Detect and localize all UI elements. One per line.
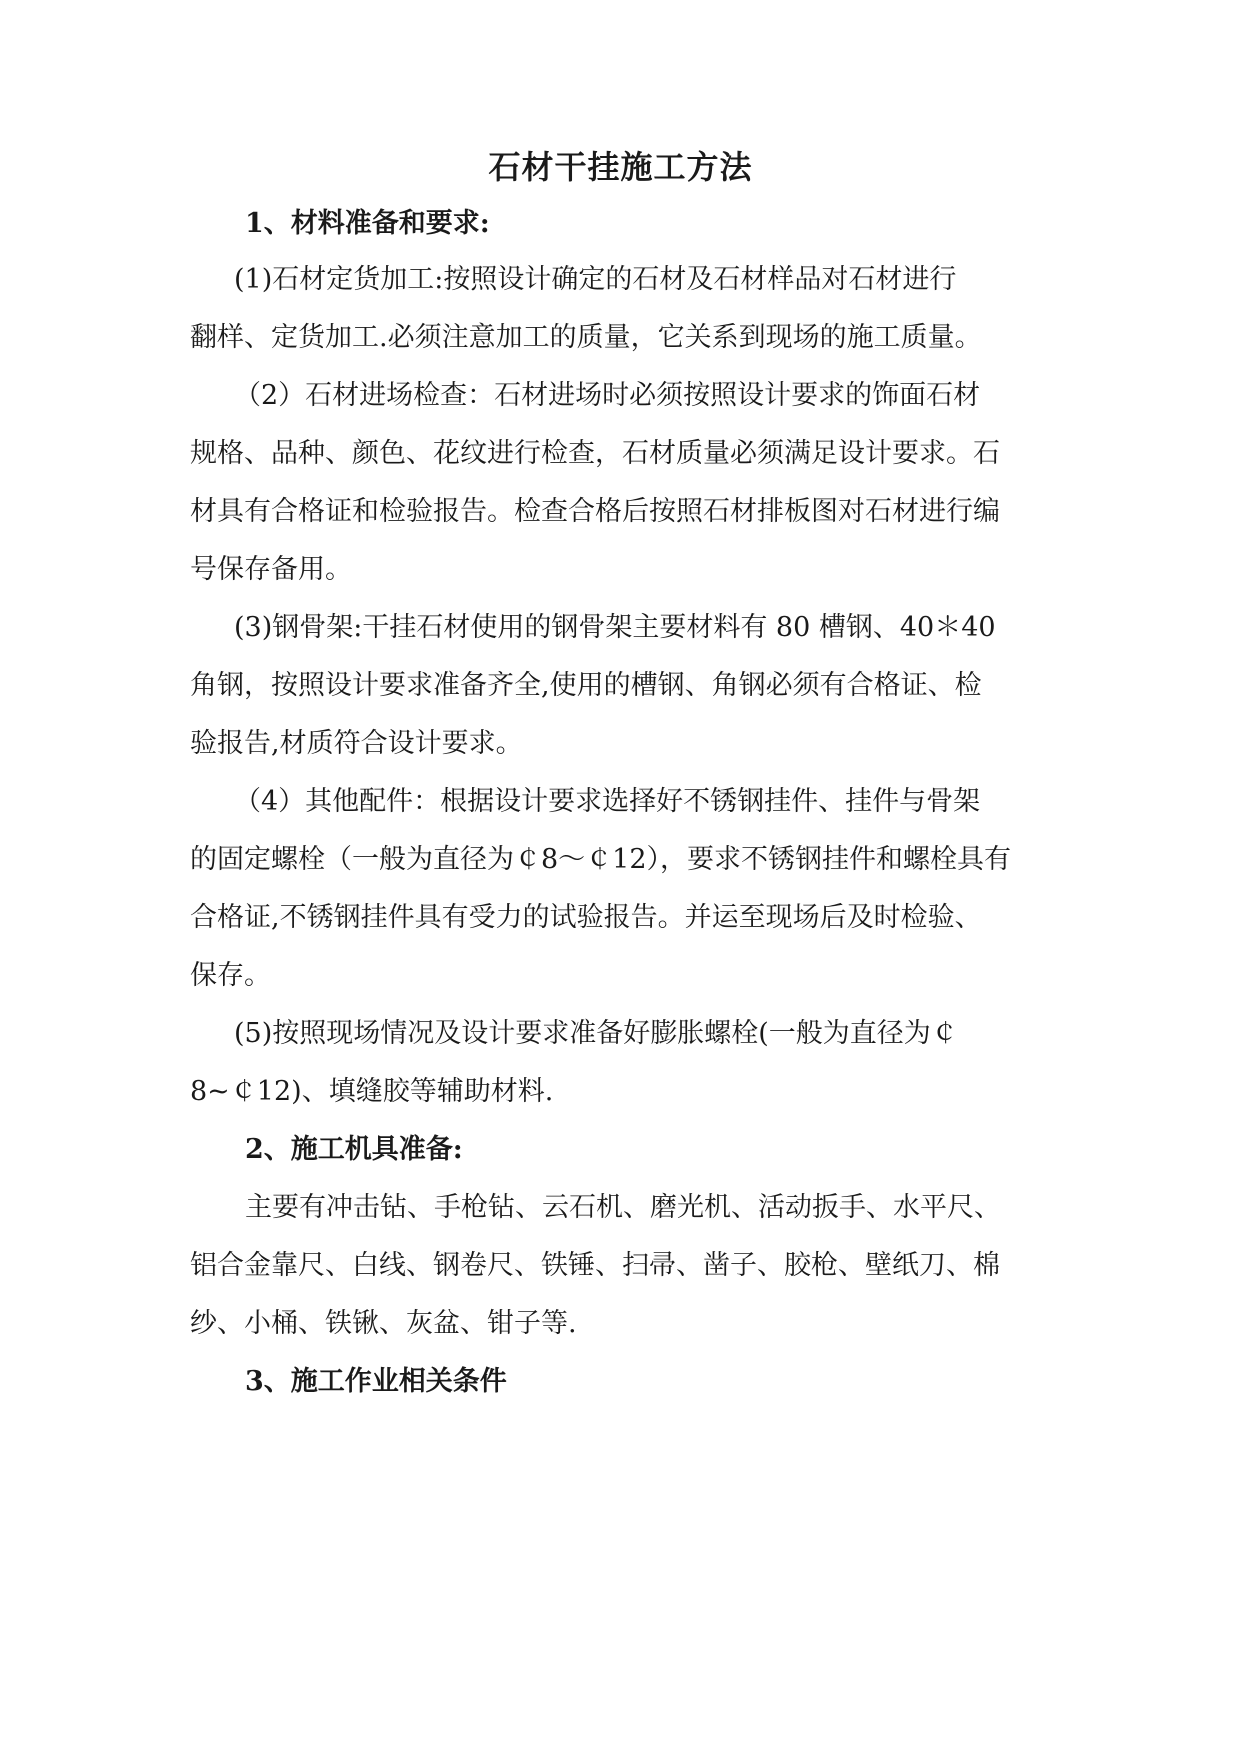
section-1-p5-line-1: (5)按照现场情况及设计要求准备好膨胀螺栓(一般为直径为￠ — [234, 1018, 958, 1049]
section-1-p2-line-2: 规格、品种、颜色、花纹进行检查，石材质量必须满足设计要求。石 — [190, 438, 1000, 469]
section-1-p4-line-2: 的固定螺栓（一般为直径为￠8～￠12），要求不锈钢挂件和螺栓具有 — [190, 844, 1012, 875]
section-1-p1-line-1: (1)石材定货加工:按照设计确定的石材及石材样品对石材进行 — [234, 264, 957, 295]
section-1-p2-line-4: 号保存备用。 — [190, 554, 352, 585]
section-2-p1-line-2: 铝合金靠尺、白线、钢卷尺、铁锤、扫帚、凿子、胶枪、壁纸刀、棉 — [190, 1250, 1000, 1281]
section-1-p5-line-2: 8~￠12)、填缝胶等辅助材料. — [190, 1076, 554, 1107]
section-1-p1-line-2: 翻样、定货加工.必须注意加工的质量，它关系到现场的施工质量。 — [190, 322, 982, 353]
section-1-p2-line-1: （2）石材进场检查：石材进场时必须按照设计要求的饰面石材 — [234, 380, 981, 411]
section-2-heading: 2、施工机具准备: — [245, 1134, 463, 1165]
section-1-p4-line-3: 合格证,不锈钢挂件具有受力的试验报告。并运至现场后及时检验、 — [190, 902, 982, 933]
section-3-heading: 3、施工作业相关条件 — [245, 1366, 507, 1397]
section-1-p3-line-3: 验报告,材质符合设计要求。 — [190, 728, 523, 759]
section-2-p1-line-1: 主要有冲击钻、手枪钻、云石机、磨光机、活动扳手、水平尺、 — [245, 1192, 1001, 1223]
section-1-p3-line-1: (3)钢骨架:干挂石材使用的钢骨架主要材料有 80 槽钢、40＊40 — [234, 612, 996, 643]
section-2-p1-line-3: 纱、小桶、铁锹、灰盆、钳子等. — [190, 1308, 577, 1339]
section-1-p3-line-2: 角钢，按照设计要求准备齐全,使用的槽钢、角钢必须有合格证、检 — [190, 670, 982, 701]
section-1-heading: 1、材料准备和要求: — [245, 208, 490, 239]
section-1-p4-line-1: （4）其他配件：根据设计要求选择好不锈钢挂件、挂件与骨架 — [234, 786, 981, 817]
section-1-p4-line-4: 保存。 — [190, 960, 271, 991]
document-title: 石材干挂施工方法 — [488, 148, 753, 186]
section-1-p2-line-3: 材具有合格证和检验报告。检查合格后按照石材排板图对石材进行编 — [190, 496, 1000, 527]
